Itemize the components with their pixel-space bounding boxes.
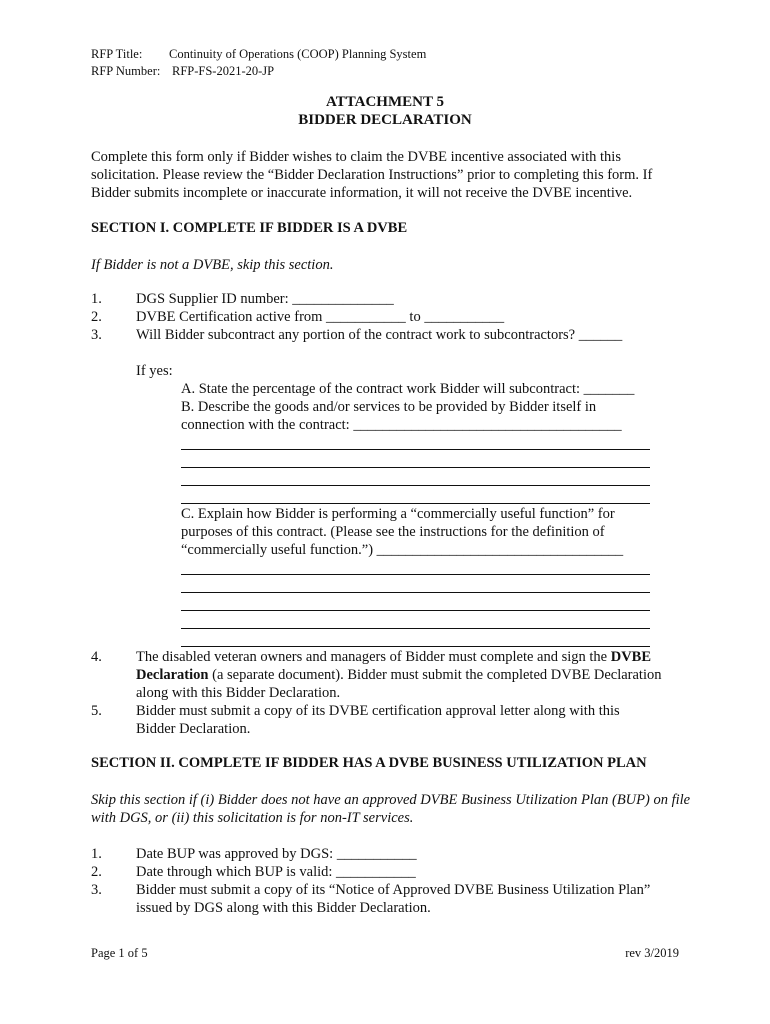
attachment-title: ATTACHMENT 5	[326, 94, 444, 110]
rfp-title-value: Continuity of Operations (COOP) Planning System	[169, 47, 427, 61]
item4-pre-text: The disabled veteran owners and managers of Bidder must complete and sign the	[136, 649, 611, 665]
cuf-explanation-field[interactable]: “commercially useful function.”) __________________________________	[181, 542, 624, 558]
bup-approved-date-field[interactable]: Date BUP was approved by DGS: ___________	[136, 846, 417, 862]
goods-services-blank-line[interactable]	[181, 503, 650, 504]
s1-item5-number: 5.	[91, 703, 102, 719]
s1-item5-text: Bidder must submit a copy of its DVBE certification approval letter along with this Bidder Declaration.	[136, 703, 620, 737]
rfp-number-label: RFP Number:	[91, 64, 161, 78]
s1-item2-number: 2.	[91, 309, 102, 325]
if-yes-label: If yes:	[136, 363, 173, 379]
goods-services-blank-line[interactable]	[181, 449, 650, 450]
intro-paragraph: Complete this form only if Bidder wishes to claim the DVBE incentive associated with this solicitation. Please review the “Bidder Declaration Instructions” prior to completing this form. If Bidder submits incomplete or inaccurate information, it will not receive the DVBE incentive.	[91, 149, 653, 201]
cuf-prompt-line2: purposes of this contract. (Please see the instructions for the definition of	[181, 524, 605, 540]
s2-item3-text: Bidder must submit a copy of its “Notice of Approved DVBE Business Utilization Plan” issued by DGS along with this Bidder Declaration.	[136, 882, 651, 916]
item4-bold-dvbe: DVBE	[610, 649, 652, 665]
rfp-number-line	[91, 63, 274, 79]
s2-item3-number: 3.	[91, 882, 102, 898]
form-title: BIDDER DECLARATION	[298, 112, 472, 128]
section1-note: If Bidder is not a DVBE, skip this section.	[91, 257, 334, 273]
goods-services-blank-line[interactable]	[181, 485, 650, 486]
cuf-blank-line[interactable]	[181, 628, 650, 629]
cuf-blank-line[interactable]	[181, 610, 650, 611]
certification-dates-field[interactable]: DVBE Certification active from ___________ to ___________	[136, 309, 505, 325]
rfp-title-line	[91, 46, 426, 62]
bup-valid-date-field[interactable]: Date through which BUP is valid: ___________	[136, 864, 416, 880]
cuf-blank-line[interactable]	[181, 574, 650, 575]
revision-date: rev 3/2019	[625, 946, 679, 960]
s1-item1-number: 1.	[91, 291, 102, 307]
cuf-blank-line[interactable]	[181, 646, 650, 647]
subcontract-percentage-field[interactable]: A. State the percentage of the contract work Bidder will subcontract: _______	[181, 381, 635, 397]
item4-bold-declaration: Declaration	[136, 667, 209, 683]
s2-item1-number: 1.	[91, 846, 102, 862]
section2-heading: SECTION II. COMPLETE IF BIDDER HAS A DVBE BUSINESS UTILIZATION PLAN	[91, 755, 647, 771]
goods-services-field[interactable]: connection with the contract: _____________________________________	[181, 417, 622, 433]
cuf-blank-line[interactable]	[181, 592, 650, 593]
goods-services-blank-line[interactable]	[181, 467, 650, 468]
s1-item3-number: 3.	[91, 327, 102, 343]
section1-heading: SECTION I. COMPLETE IF BIDDER IS A DVBE	[91, 220, 408, 236]
cuf-prompt-line1: C. Explain how Bidder is performing a “commercially useful function” for	[181, 506, 615, 522]
s1-item4-number: 4.	[91, 649, 102, 665]
supplier-id-field[interactable]: DGS Supplier ID number: ______________	[136, 291, 394, 307]
page-number: Page 1 of 5	[91, 946, 148, 960]
item4-post-text: (a separate document). Bidder must submit the completed DVBE Declaration along with this Bidder Declaration.	[136, 667, 662, 701]
rfp-title-label: RFP Title:	[91, 47, 143, 61]
section2-note: Skip this section if (i) Bidder does not have an approved DVBE Business Utilization Plan (BUP) on file with DGS, or (ii) this solicitation is for non-IT services.	[91, 792, 691, 826]
subcontract-answer-field[interactable]: Will Bidder subcontract any portion of the contract work to subcontractors? ______	[136, 327, 623, 343]
s2-item2-number: 2.	[91, 864, 102, 880]
goods-services-prompt: B. Describe the goods and/or services to be provided by Bidder itself in	[181, 399, 597, 415]
s1-item4-text	[136, 648, 681, 702]
rfp-number-value: RFP-FS-2021-20-JP	[172, 64, 275, 78]
